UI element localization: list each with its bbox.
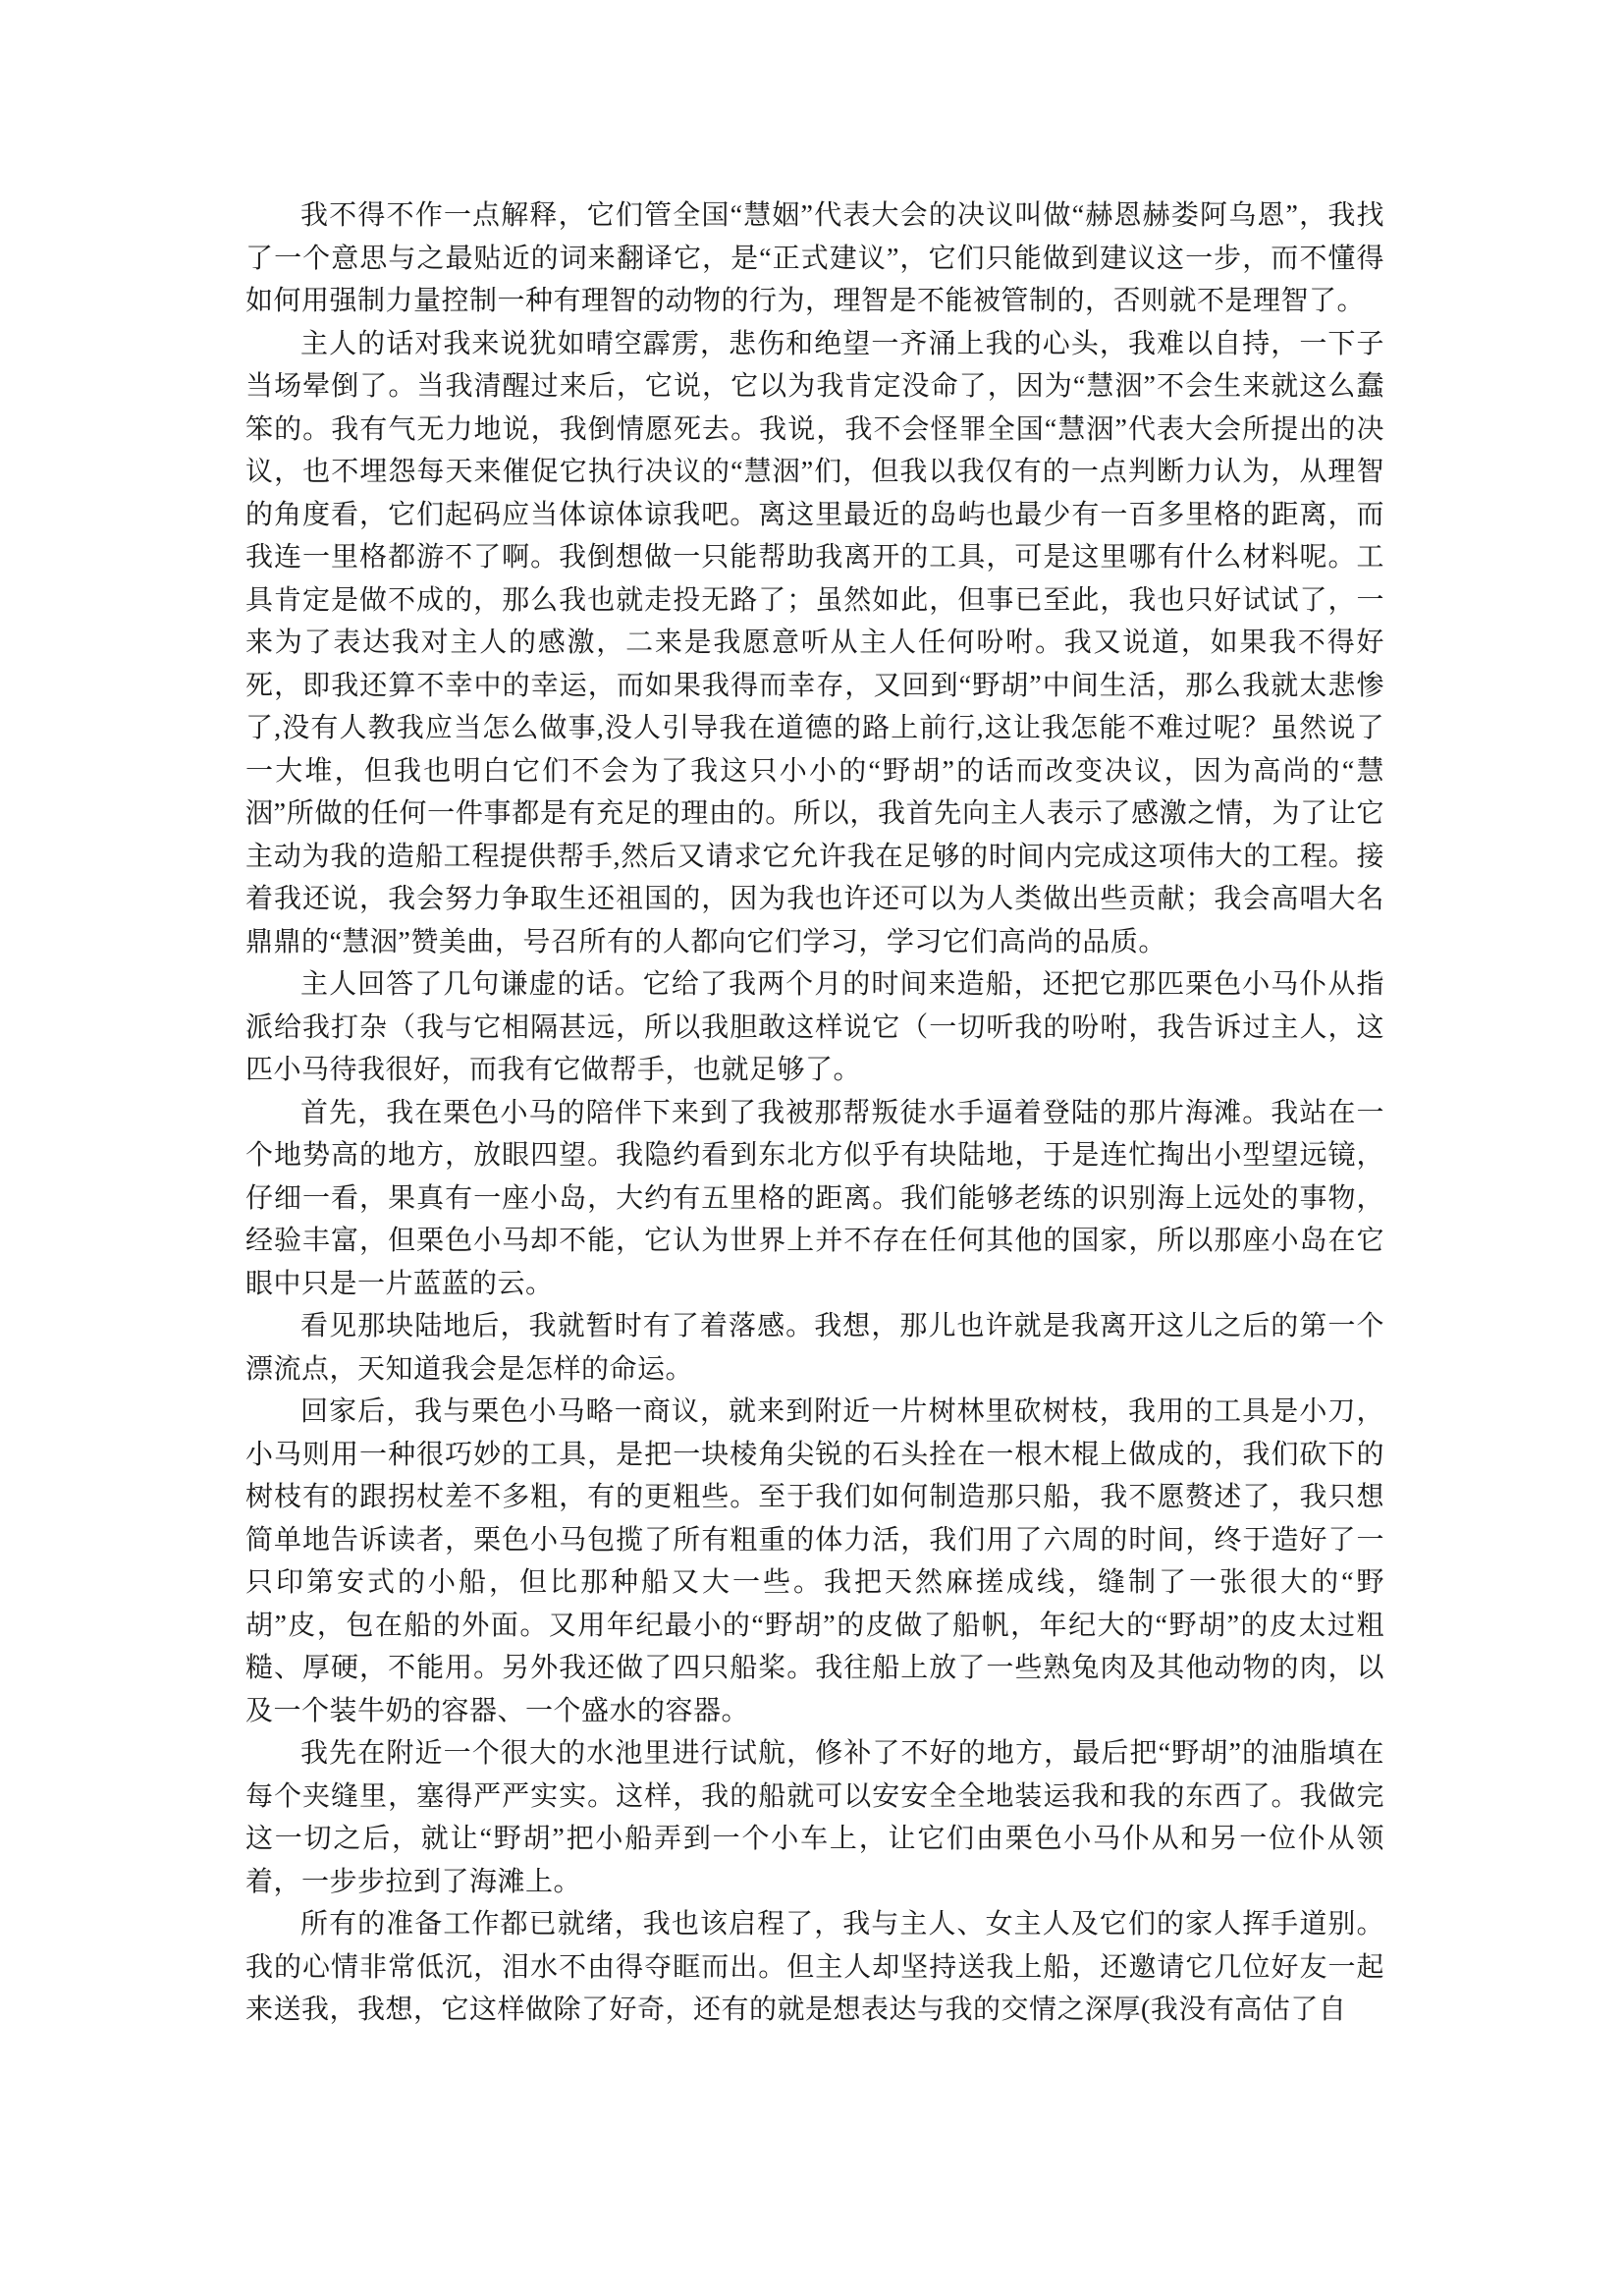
paragraph: 首先，我在栗色小马的陪伴下来到了我被那帮叛徒水手逼着登陆的那片海滩。我站在一个地势高的地方，放眼四望。我隐约看到东北方似乎有块陆地，于是连忙掏出小型望远镜，仔细一看，果真有一座小岛，大约有五里格的距离。我们能够老练的识别海上远处的事物，经验丰富，但栗色小马却不能，它认为世界上并不存在任何其他的国家，所以那座小岛在它眼中只是一片蓝蓝的云。 bbox=[245, 1097, 1384, 1299]
paragraph: 所有的准备工作都已就绪，我也该启程了，我与主人、女主人及它们的家人挥手道别。我的心情非常低沉，泪水不由得夺眶而出。但主人却坚持送我上船，还邀请它几位好友一起来送我，我想，它这样做除了好奇，还有的就是想表达与我的交情之深厚(我没有高估了自 bbox=[245, 1909, 1384, 2025]
paragraph: 回家后，我与栗色小马略一商议，就来到附近一片树林里砍树枝，我用的工具是小刀，小马则用一种很巧妙的工具，是把一块棱角尖锐的石头拴在一根木棍上做成的，我们砍下的树枝有的跟拐杖差不多粗，有的更粗些。至于我们如何制造那只船，我不愿赘述了，我只想简单地告诉读者，栗色小马包揽了所有粗重的体力活，我们用了六周的时间，终于造好了一只印第安式的小船，但比那种船又大一些。我把天然麻搓成线，缝制了一张很大的“野胡”皮，包在船的外面。又用年纪最小的“野胡”的皮做了船帆，年纪大的“野胡”的皮太过粗糙、厚硬，不能用。另外我还做了四只船桨。我往船上放了一些熟兔肉及其他动物的肉，以及一个装牛奶的容器、一个盛水的容器。 bbox=[245, 1396, 1384, 1726]
paragraph: 我不得不作一点解释，它们管全国“慧姻”代表大会的决议叫做“赫恩赫娄阿乌恩”，我找了一个意思与之最贴近的词来翻译它，是“正式建议”，它们只能做到建议这一步，而不懂得如何用强制力量控制一种有理智的动物的行为，理智是不能被管制的，否则就不是理智了。 bbox=[245, 200, 1384, 316]
paragraph: 我先在附近一个很大的水池里进行试航，修补了不好的地方，最后把“野胡”的油脂填在每个夹缝里，塞得严严实实。这样，我的船就可以安安全全地装运我和我的东西了。我做完这一切之后，就让“野胡”把小船弄到一个小车上，让它们由栗色小马仆从和另一位仆从领着，一步步拉到了海滩上。 bbox=[245, 1738, 1384, 1897]
paragraph: 主人的话对我来说犹如晴空霹雳，悲伤和绝望一齐涌上我的心头，我难以自持，一下子当场晕倒了。当我清醒过来后，它说，它以为我肯定没命了，因为“慧洇”不会生来就这么蠢笨的。我有气无力地说，我倒情愿死去。我说，我不会怪罪全国“慧洇”代表大会所提出的决议，也不埋怨每天来催促它执行决议的“慧洇”们，但我以我仅有的一点判断力认为，从理智的角度看，它们起码应当体谅体谅我吧。离这里最近的岛屿也最少有一百多里格的距离，而我连一里格都游不了啊。我倒想做一只能帮助我离开的工具，可是这里哪有什么材料呢。工具肯定是做不成的，那么我也就走投无路了；虽然如此，但事已至此，我也只好试试了，一来为了表达我对主人的感激，二来是我愿意听从主人任何吩咐。我又说道，如果我不得好死，即我还算不幸中的幸运，而如果我得而幸存，又回到“野胡”中间生活，那么我就太悲惨了,没有人教我应当怎么做事,没人引导我在道德的路上前行,这让我怎能不难过呢？虽然说了一大堆，但我也明白它们不会为了我这只小小的“野胡”的话而改变决议，因为高尚的“慧洇”所做的任何一件事都是有充足的理由的。所以，我首先向主人表示了感激之情，为了让它主动为我的造船工程提供帮手,然后又请求它允许我在足够的时间内完成这项伟大的工程。接着我还说，我会努力争取生还祖国的，因为我也许还可以为人类做出些贡献；我会高唱大名鼎鼎的“慧洇”赞美曲，号召所有的人都向它们学习，学习它们高尚的品质。 bbox=[245, 328, 1384, 957]
paragraph: 看见那块陆地后，我就暂时有了着落感。我想，那儿也许就是我离开这儿之后的第一个漂流点，天知道我会是怎样的命运。 bbox=[245, 1311, 1384, 1385]
paragraph: 主人回答了几句谦虚的话。它给了我两个月的时间来造船，还把它那匹栗色小马仆从指派给我打杂（我与它相隔甚远，所以我胆敢这样说它（一切听我的吩咐，我告诉过主人，这匹小马待我很好，而我有它做帮手，也就足够了。 bbox=[245, 969, 1384, 1085]
text-block bbox=[245, 194, 1384, 2032]
